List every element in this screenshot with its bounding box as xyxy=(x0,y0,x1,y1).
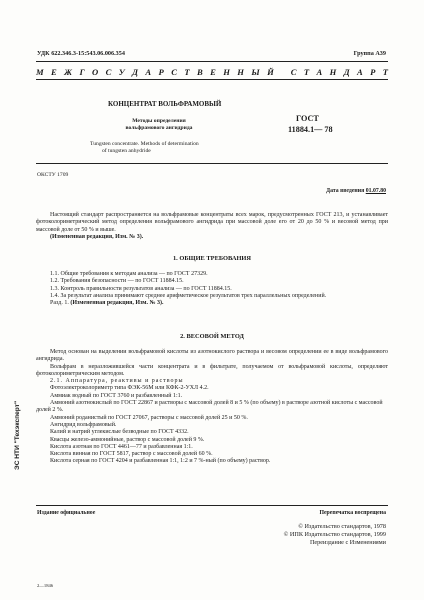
top-rule xyxy=(36,61,388,62)
section-2-body xyxy=(36,349,388,466)
reagent-item: Кислота винная по ГОСТ 5817, раствор с массовой долей 60 %. xyxy=(50,451,213,458)
side-watermark-text: ЭС НТИ "Техэксперт" xyxy=(14,400,21,470)
banner-letter: А xyxy=(145,67,152,77)
copyright-block xyxy=(284,523,386,546)
banner-letter: Т xyxy=(184,67,190,77)
intro-block xyxy=(36,212,388,241)
reprint-prohibited: Перепечатка воспрещена xyxy=(319,510,386,516)
section-2-1-heading: 2.1. Аппаратура, реактивы и растворы xyxy=(50,378,184,385)
banner-letter: Т xyxy=(303,67,310,77)
reagent-item: Калий и натрий углекислые безводные по ГОСТ 4332. xyxy=(50,429,189,436)
intro-edit-note: (Измененная редакция, Изм. № 3). xyxy=(50,233,144,240)
official-edition: Издание официальное xyxy=(37,510,96,516)
banner-letter: Р xyxy=(158,67,164,77)
reagent-item: Ангидрид вольфрамовый. xyxy=(50,421,117,428)
reagent-item: Аммоний азотнокислый по ГОСТ 22867 и растворы с массовой долей 8 и 5 % (по объему) в растворе азотной кислоты с массовой долей 2 %. xyxy=(36,400,383,414)
english-title-line-2: of tungsten anhydride xyxy=(102,148,151,154)
english-title xyxy=(90,141,199,155)
standard-banner xyxy=(36,67,388,77)
section-1-item: 1.3. Контроль правильности результатов анализа — по ГОСТ 11884.15. xyxy=(50,285,232,292)
reagent-item: Квасцы железо-аммонийные, раствор с массовой долей 9 %. xyxy=(50,436,205,443)
intro-paragraph: Настоящий стандарт распространяется на вольфрамовые концентраты всех марок, предусмотренных ГОСТ 213, и устанавливает фотоколориметрический метод определения вольфрамового ангидрида при массовой доле его от 20 до 50 % и весовой метод при массовой доле от 50 % и выше. xyxy=(36,212,388,233)
banner-letter: Ы xyxy=(251,67,260,77)
udk-code: УДК 622.346.3-15:543.06.006.354 xyxy=(37,50,125,57)
reagent-item: Фотоэлектроколориметр типа ФЭК-56М или КФК-2-УХЛ 4.2. xyxy=(50,385,209,392)
banner-letter: Й xyxy=(267,67,274,77)
section-2-paragraph: Метод основан на выделении вольфрамовой кислоты из азотнокислого раствора и весовом определении ее в виде вольфрамового ангидрида. xyxy=(36,349,388,363)
banner-letter: Р xyxy=(370,67,376,77)
section-1-item: 1.2. Требования безопасности — по ГОСТ 11884.15. xyxy=(50,278,184,285)
banner-letter: Ж xyxy=(64,67,73,77)
title-rule xyxy=(36,163,388,164)
reagent-item: Кислота азотная по ГОСТ 4461—77 и разбавленная 1:1. xyxy=(50,443,193,450)
gost-number: 11884.1— 78 xyxy=(288,125,333,134)
effective-date-label: Дата введения xyxy=(326,188,365,194)
footer-rule xyxy=(36,505,388,506)
reagent-item: Аммоний роданистый по ГОСТ 27067, растворы с массовой долей 25 и 50 %. xyxy=(50,414,248,421)
razd-edit: (Измененная редакция, Изм. № 3). xyxy=(70,300,164,307)
banner-letter: Е xyxy=(210,67,216,77)
banner-rule xyxy=(36,79,388,80)
copyright-line: © ИПК Издательство стандартов, 1999 xyxy=(283,530,386,538)
banner-letter: Н xyxy=(223,67,230,77)
section-1-item: 1.1. Общие требования к методам анализа — по ГОСТ 27329. xyxy=(50,271,208,277)
gost-label: ГОСТ xyxy=(296,114,319,123)
banner-letter: Г xyxy=(79,67,85,77)
reagent-item: Кислота серная по ГОСТ 4204 и разбавленная 1:1, 1:2 и 7 %-ный (по объему) раствор. xyxy=(50,458,271,465)
copyright-line: © Издательство стандартов, 1978 xyxy=(298,523,386,530)
okstu-code: ОКСТУ 1709 xyxy=(37,172,69,178)
banner-letter: Н xyxy=(237,67,244,77)
banner-letter: Т xyxy=(382,67,388,77)
english-title-line-1: Tungsten concentrate. Methods of determination xyxy=(90,141,199,147)
banner-letter: А xyxy=(316,67,323,77)
effective-date-value: 01.07.80 xyxy=(365,188,386,194)
banner-letter: С xyxy=(171,67,177,77)
section-1-item: 1.4. За результат анализа принимают среднее арифметическое результатов трех параллельных определений. xyxy=(50,292,327,299)
section-1-body xyxy=(36,271,388,307)
page-number: 2—1846 xyxy=(37,583,54,588)
group-code: Группа А39 xyxy=(353,50,386,57)
razd-prefix: Разд. 1. xyxy=(50,300,69,307)
banner-letter: У xyxy=(118,67,125,77)
section-2-paragraph: Вольфрам в неразложившейся части концентрата и в фильтрате, получаемом от вольфрамовой кислоты, определяют фотоколориметрическим методом. xyxy=(36,363,388,377)
copyright-line: Переиздание с Изменениями xyxy=(309,538,386,546)
effective-date xyxy=(326,188,386,194)
banner-letter: О xyxy=(92,67,99,77)
document-subtitle: Методы определения вольфрамового ангидрида xyxy=(125,118,193,131)
banner-letter: Д xyxy=(343,67,350,77)
banner-letter: М xyxy=(36,67,44,77)
section-2-heading: 2. ВЕСОВОЙ МЕТОД xyxy=(180,333,244,340)
banner-letter: А xyxy=(356,67,363,77)
section-1-heading: 1. ОБЩИЕ ТРЕБОВАНИЯ xyxy=(172,255,252,262)
document-title: КОНЦЕНТРАТ ВОЛЬФРАМОВЫЙ xyxy=(108,100,222,108)
banner-letter: Д xyxy=(132,67,139,77)
section-1-edit-note xyxy=(36,300,388,307)
reagent-item: Аммиак водный по ГОСТ 3760 и разбавленный 1:1. xyxy=(50,392,183,399)
banner-letter: Е xyxy=(51,67,57,77)
banner-letter: С xyxy=(290,67,297,77)
banner-letter: Н xyxy=(329,67,337,77)
banner-letter: В xyxy=(196,67,203,77)
banner-letter xyxy=(281,67,283,77)
banner-letter: С xyxy=(105,67,112,77)
